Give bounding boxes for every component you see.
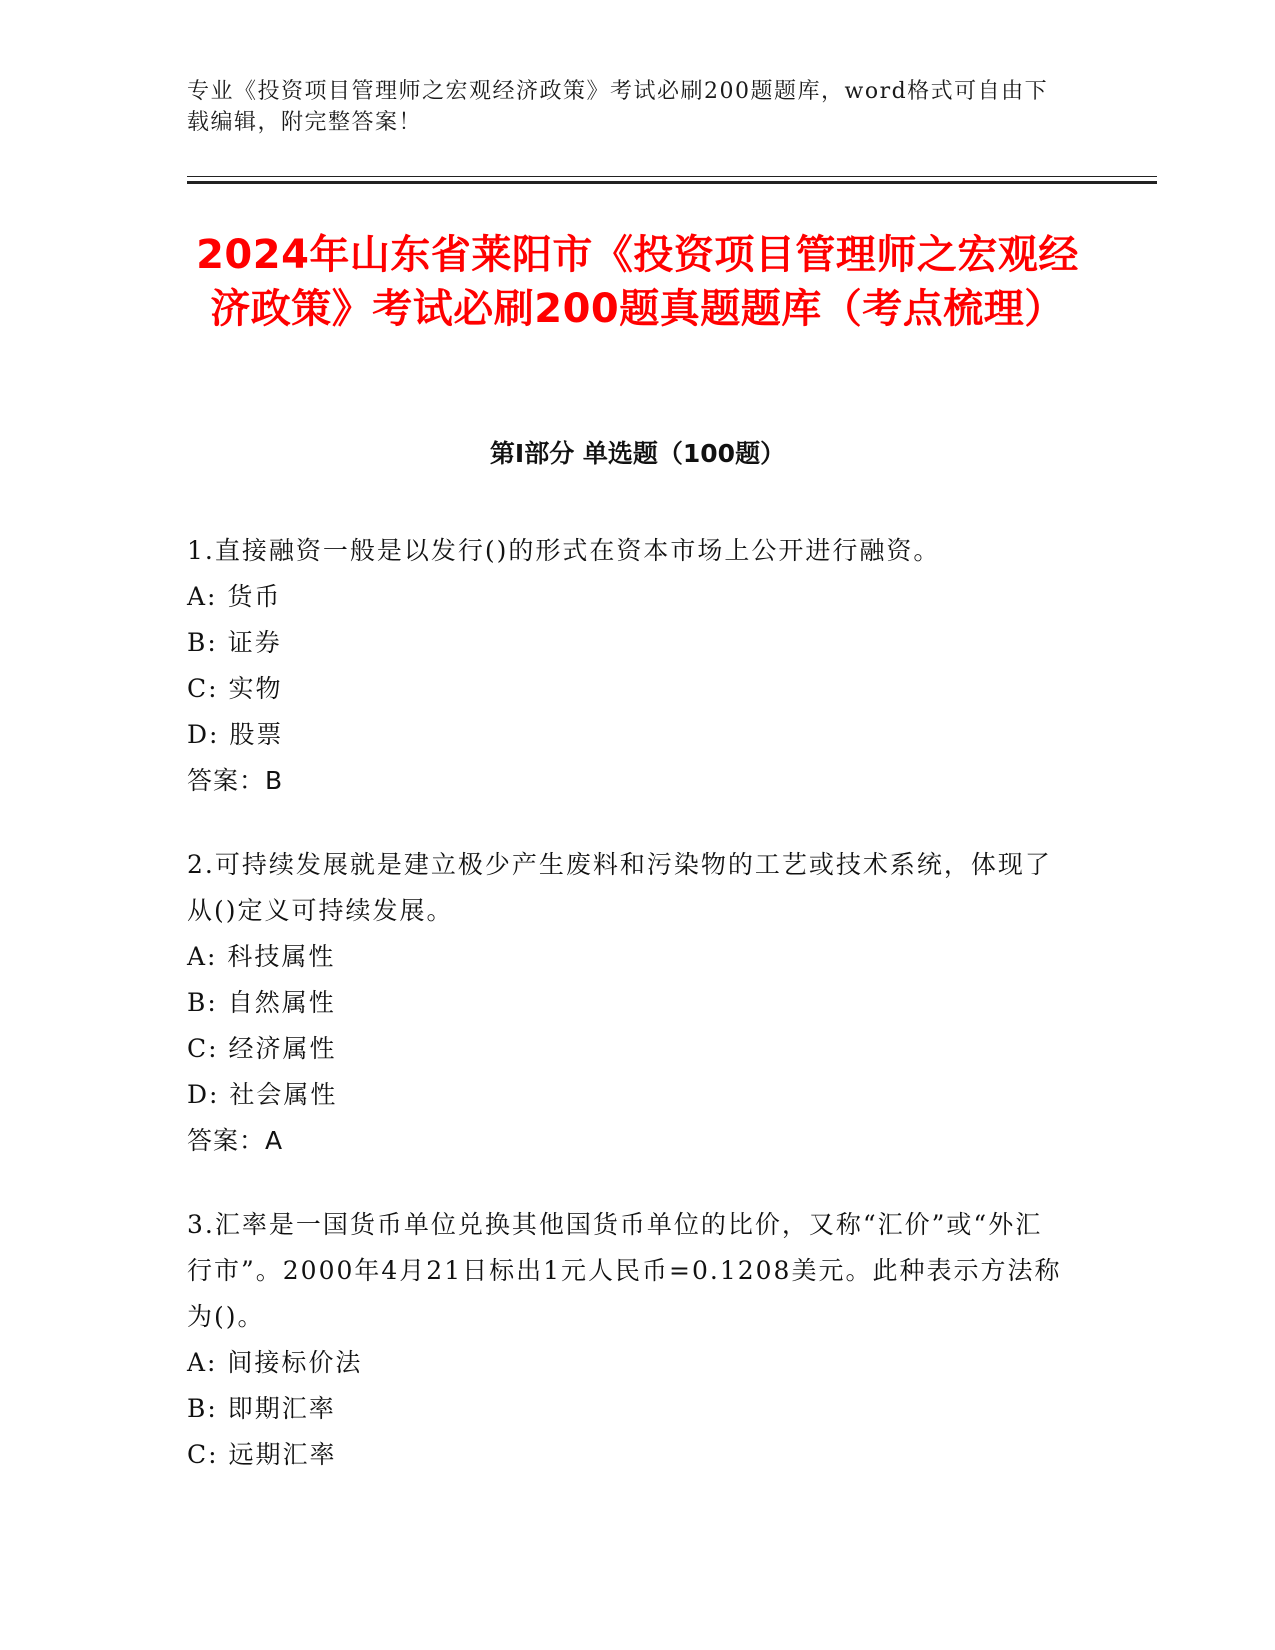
answer: 答案：A [187, 1126, 284, 1155]
option-c: C: 远期汇率 [187, 1440, 337, 1469]
option-b: B: 证券 [187, 628, 282, 657]
option-c: C: 实物 [187, 674, 283, 703]
question-3 [187, 1202, 1067, 1478]
question-list [187, 528, 1067, 1516]
option-b: B: 自然属性 [187, 988, 336, 1017]
header-divider-thin [187, 176, 1157, 177]
question-1 [187, 528, 1067, 804]
header-note: 专业《投资项目管理师之宏观经济政策》考试必刷200题题库，word格式可自由下载编辑，附完整答案！ [187, 79, 1049, 135]
section-title: 第Ⅰ部分 单选题（100题） [489, 439, 786, 468]
option-d: D: 股票 [187, 720, 284, 749]
option-a: A: 货币 [187, 582, 282, 611]
question-2 [187, 842, 1067, 1164]
option-d: D: 社会属性 [187, 1080, 338, 1109]
document-title: 2024年山东省莱阳市《投资项目管理师之宏观经济政策》考试必刷200题真题题库（考点梳理） [196, 232, 1079, 332]
option-a: A: 科技属性 [187, 942, 336, 971]
question-stem: 2.可持续发展就是建立极少产生废料和污染物的工艺或技术系统，体现了从()定义可持续发展。 [187, 850, 1052, 925]
question-stem: 1.直接融资一般是以发行()的形式在资本市场上公开进行融资。 [187, 536, 941, 565]
question-stem: 3.汇率是一国货币单位兑换其他国货币单位的比价，又称“汇价”或“外汇行市”。2000年4月21日标出1元人民币=0.1208美元。此种表示方法称为()。 [187, 1210, 1062, 1331]
header-divider-thick [187, 181, 1157, 184]
option-a: A: 间接标价法 [187, 1348, 363, 1377]
option-b: B: 即期汇率 [187, 1394, 336, 1423]
answer: 答案：B [187, 766, 284, 795]
option-c: C: 经济属性 [187, 1034, 337, 1063]
